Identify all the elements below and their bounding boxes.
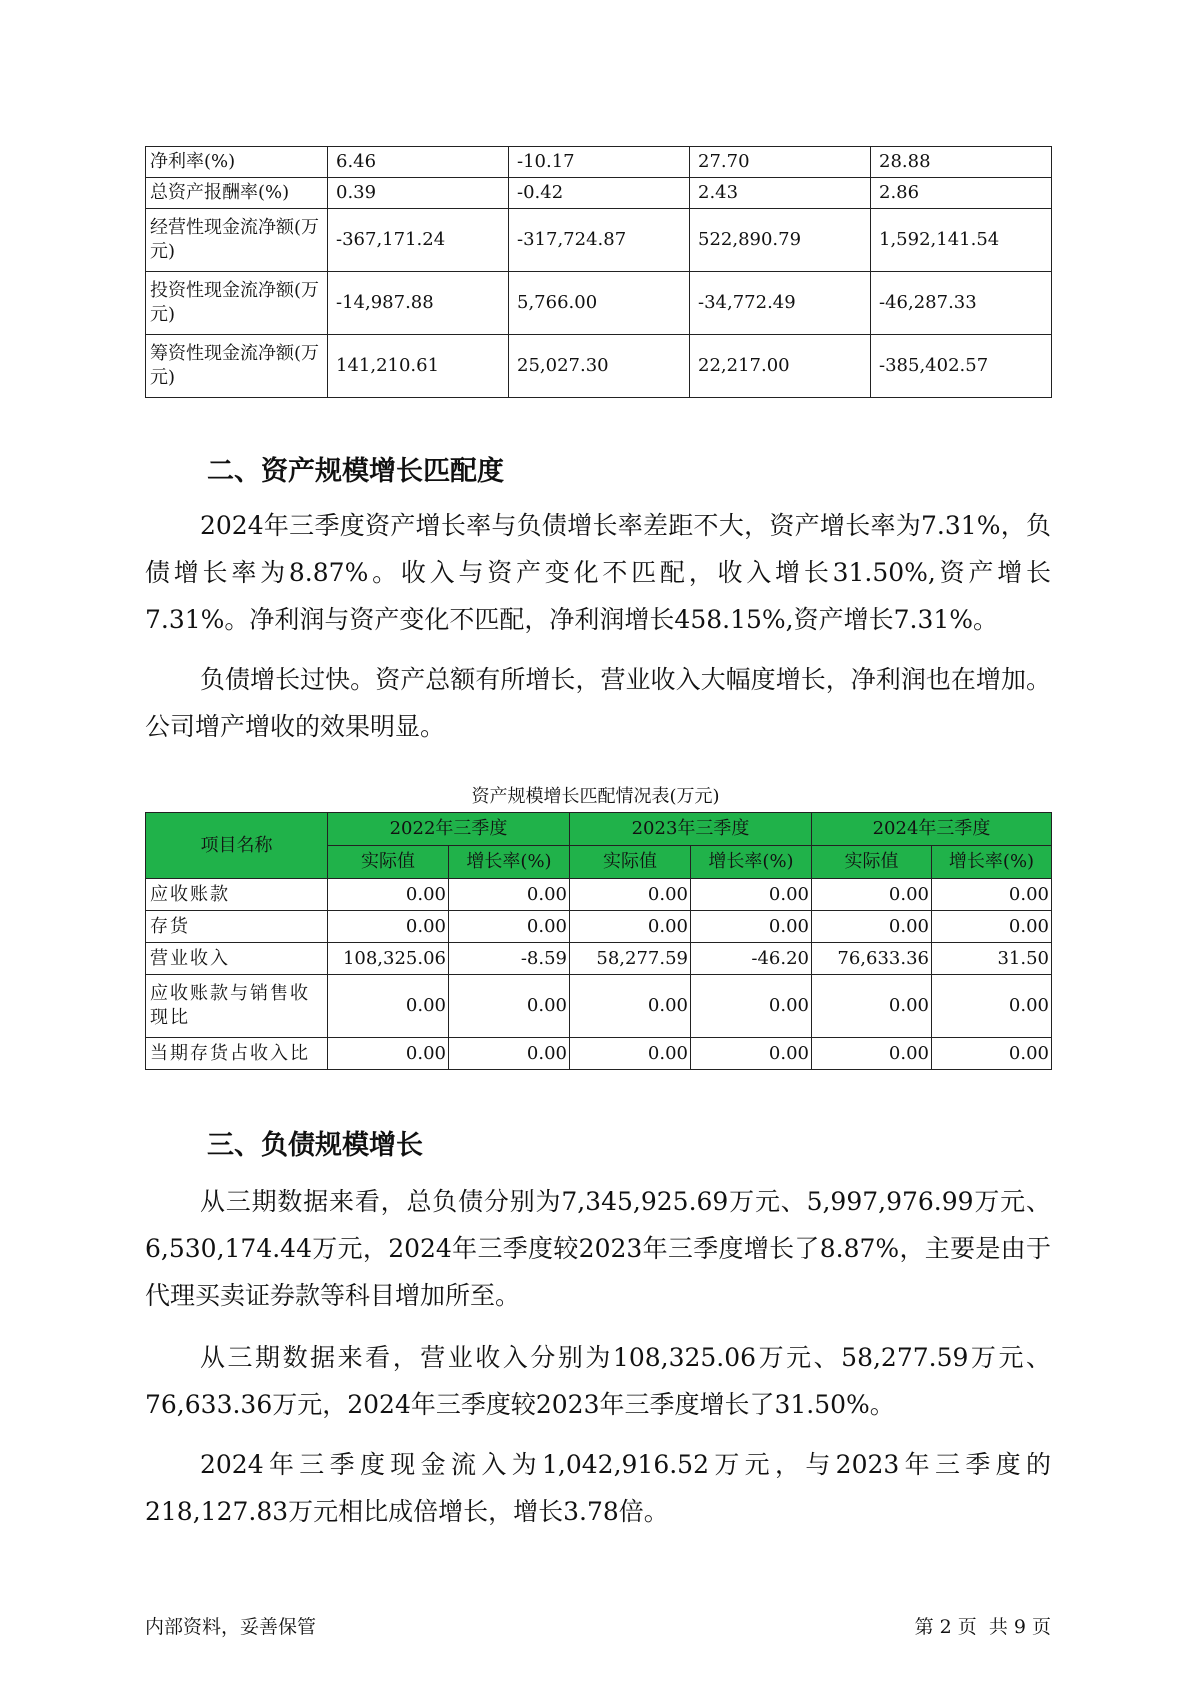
table-cell: 0.00	[328, 1038, 449, 1070]
table-cell: -46.20	[691, 943, 812, 975]
table-cell: 141,210.61	[328, 335, 509, 398]
table-caption: 资产规模增长匹配情况表(万元)	[471, 786, 720, 807]
table-cell: 25,027.30	[509, 335, 690, 398]
column-header: 项目名称	[146, 813, 328, 879]
row-label: 筹资性现金流净额(万元)	[146, 335, 328, 398]
column-header: 增长率(%)	[691, 846, 812, 879]
table-cell: 0.00	[932, 975, 1052, 1038]
table-cell: 0.00	[449, 1038, 570, 1070]
table-cell: 5,766.00	[509, 272, 690, 335]
table-cell: 31.50	[932, 943, 1052, 975]
column-header: 实际值	[570, 846, 691, 879]
table-cell: -0.42	[509, 178, 690, 209]
table-cell: 28.88	[871, 147, 1052, 178]
column-header: 增长率(%)	[449, 846, 570, 879]
table-row	[146, 879, 1052, 911]
row-label: 存货	[146, 911, 328, 943]
row-label: 应收账款	[146, 879, 328, 911]
table-cell: 0.00	[328, 879, 449, 911]
column-header: 2022年三季度	[328, 813, 570, 846]
column-header: 实际值	[328, 846, 449, 879]
table-cell: 522,890.79	[690, 209, 871, 272]
table-cell: -10.17	[509, 147, 690, 178]
row-label: 净利率(%)	[146, 147, 328, 178]
table-cell: -317,724.87	[509, 209, 690, 272]
row-label: 经营性现金流净额(万元)	[146, 209, 328, 272]
table-cell: 0.00	[691, 879, 812, 911]
table-cell: 0.00	[449, 975, 570, 1038]
table-row	[146, 209, 1052, 272]
table-row	[146, 272, 1052, 335]
table-cell: 76,633.36	[812, 943, 932, 975]
table-cell: 0.00	[812, 1038, 932, 1070]
footer-note: 内部资料，妥善保管	[145, 1616, 317, 1638]
paragraph: 2024年三季度现金流入为1,042,916.52万元，与2023年三季度的218,127.83万元相比成倍增长，增长3.78倍。	[145, 1450, 1051, 1526]
table-cell: 0.00	[691, 975, 812, 1038]
table-cell: 27.70	[690, 147, 871, 178]
table-cell: 0.00	[932, 879, 1052, 911]
table-cell: -367,171.24	[328, 209, 509, 272]
table-row	[146, 1038, 1052, 1070]
column-header: 增长率(%)	[932, 846, 1052, 879]
section-heading: 二、资产规模增长匹配度	[207, 456, 504, 487]
row-label: 投资性现金流净额(万元)	[146, 272, 328, 335]
row-label: 当期存货占收入比	[146, 1038, 328, 1070]
table-cell: 6.46	[328, 147, 509, 178]
table-cell: 0.00	[812, 911, 932, 943]
section-heading: 三、负债规模增长	[207, 1130, 423, 1161]
table-row	[146, 147, 1052, 178]
table-row	[146, 911, 1052, 943]
row-label: 营业收入	[146, 943, 328, 975]
asset-growth-match-table	[145, 812, 1052, 1070]
paragraph: 负债增长过快。资产总额有所增长，营业收入大幅度增长，净利润也在增加。公司增产增收的效果明显。	[145, 665, 1051, 741]
table-cell: -8.59	[449, 943, 570, 975]
table-row	[146, 335, 1052, 398]
table-cell: 0.00	[691, 1038, 812, 1070]
table-row	[146, 943, 1052, 975]
table-cell: -14,987.88	[328, 272, 509, 335]
table-cell: 2.43	[690, 178, 871, 209]
table-cell: 0.00	[932, 911, 1052, 943]
column-header: 2023年三季度	[570, 813, 812, 846]
column-header: 2024年三季度	[812, 813, 1052, 846]
table-cell: 0.00	[570, 879, 691, 911]
table-cell: 0.00	[570, 911, 691, 943]
paragraph: 从三期数据来看，营业收入分别为108,325.06万元、58,277.59万元、76,633.36万元，2024年三季度较2023年三季度增长了31.50%。	[145, 1343, 1051, 1419]
table-cell: 2.86	[871, 178, 1052, 209]
table-cell: -385,402.57	[871, 335, 1052, 398]
financial-ratios-table	[145, 146, 1052, 398]
table-cell: 0.00	[932, 1038, 1052, 1070]
column-header: 实际值	[812, 846, 932, 879]
table-cell: 58,277.59	[570, 943, 691, 975]
table-cell: -46,287.33	[871, 272, 1052, 335]
row-label: 应收账款与销售收现比	[146, 975, 328, 1038]
table-header-row	[146, 813, 1052, 846]
table-cell: 0.00	[691, 911, 812, 943]
table-cell: 0.39	[328, 178, 509, 209]
table-cell: 0.00	[570, 1038, 691, 1070]
table-cell: 0.00	[812, 975, 932, 1038]
table-cell: 0.00	[328, 911, 449, 943]
paragraph: 2024年三季度资产增长率与负债增长率差距不大，资产增长率为7.31%，负债增长率为8.87%。收入与资产变化不匹配，收入增长31.50%,资产增长7.31%。净利润与资产变化不匹配，净利润增长458.15%,资产增长7.31%。	[145, 511, 1051, 634]
table-cell: -34,772.49	[690, 272, 871, 335]
table-cell: 0.00	[570, 975, 691, 1038]
table-cell: 0.00	[449, 879, 570, 911]
table-row	[146, 975, 1052, 1038]
table-cell: 22,217.00	[690, 335, 871, 398]
table-cell: 0.00	[449, 911, 570, 943]
page-number: 第 2 页 共 9 页	[914, 1616, 1051, 1638]
table-row	[146, 178, 1052, 209]
table-cell: 108,325.06	[328, 943, 449, 975]
paragraph: 从三期数据来看，总负债分别为7,345,925.69万元、5,997,976.99万元、6,530,174.44万元，2024年三季度较2023年三季度增长了8.87%，主要是由于代理买卖证券款等科目增加所至。	[145, 1187, 1051, 1310]
table-cell: 0.00	[328, 975, 449, 1038]
table-cell: 1,592,141.54	[871, 209, 1052, 272]
table-cell: 0.00	[812, 879, 932, 911]
row-label: 总资产报酬率(%)	[146, 178, 328, 209]
